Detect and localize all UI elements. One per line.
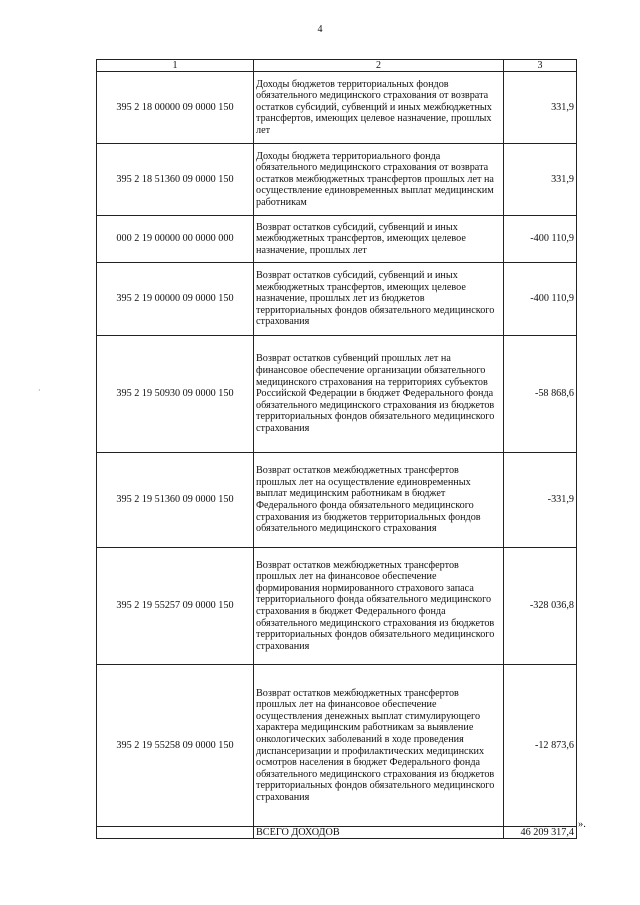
row-amount: 331,9 bbox=[504, 144, 577, 216]
table-row bbox=[97, 665, 577, 827]
row-code: 000 2 19 00000 00 0000 000 bbox=[97, 216, 254, 263]
total-amount: 46 209 317,4 bbox=[504, 827, 577, 839]
row-description: Возврат остатков межбюджетных трансфертов прошлых лет на осуществление единовременных выплат медицинским работникам в бюджет Федерального фонда обязательного медицинского страхования из бюджетов территориальных фондов обязательного медицинского страхования bbox=[254, 453, 504, 548]
row-code: 395 2 19 50930 09 0000 150 bbox=[97, 336, 254, 453]
table-row bbox=[97, 263, 577, 336]
table-row bbox=[97, 216, 577, 263]
row-amount: -400 110,9 bbox=[504, 216, 577, 263]
row-description: Возврат остатков межбюджетных трансфертов прошлых лет на финансовое обеспечение осуществления денежных выплат стимулирующего характера медицинским работникам за выявление онкологических заболеваний в ходе проведения диспансеризации и профилактических медицинских осмотров населения в бюджет Федерального фонда обязательного медицинского страхования из бюджетов территориальных фондов обязательного медицинского страхования bbox=[254, 665, 504, 827]
row-amount: -331,9 bbox=[504, 453, 577, 548]
row-amount: -12 873,6 bbox=[504, 665, 577, 827]
total-label: ВСЕГО ДОХОДОВ bbox=[254, 827, 504, 839]
row-amount: -400 110,9 bbox=[504, 263, 577, 336]
row-description: Доходы бюджетов территориальных фондов обязательного медицинского страхования от возврата остатков субсидий, субвенций и иных межбюджетных трансфертов, имеющих целевое назначение, прошлых лет bbox=[254, 72, 504, 144]
table-row bbox=[97, 72, 577, 144]
row-code: 395 2 19 55257 09 0000 150 bbox=[97, 548, 254, 665]
revenue-table bbox=[96, 59, 577, 839]
row-description: Возврат остатков субсидий, субвенций и иных межбюджетных трансфертов, имеющих целевое назначение, прошлых лет из бюджетов территориальных фондов обязательного медицинского страхования bbox=[254, 263, 504, 336]
total-row bbox=[97, 827, 577, 839]
column-number-row bbox=[97, 60, 577, 72]
row-description: Доходы бюджета территориального фонда обязательного медицинского страхования от возврата остатков межбюджетных трансфертов прошлых лет на осуществление единовременных выплат медицинским работникам bbox=[254, 144, 504, 216]
table-row bbox=[97, 336, 577, 453]
row-code: 395 2 19 00000 09 0000 150 bbox=[97, 263, 254, 336]
row-code: 395 2 18 51360 09 0000 150 bbox=[97, 144, 254, 216]
column-number-3: 3 bbox=[504, 60, 577, 72]
column-number-1: 1 bbox=[97, 60, 254, 72]
row-code: 395 2 19 51360 09 0000 150 bbox=[97, 453, 254, 548]
row-code: 395 2 18 00000 09 0000 150 bbox=[97, 72, 254, 144]
table-row bbox=[97, 144, 577, 216]
total-code bbox=[97, 827, 254, 839]
table-row bbox=[97, 548, 577, 665]
row-amount: -328 036,8 bbox=[504, 548, 577, 665]
row-description: Возврат остатков субвенций прошлых лет на финансовое обеспечение организации обязательного медицинского страхования на территориях субъектов Российской Федерации в бюджет Федерального фонда обязательного медицинского страхования из бюджетов территориальных фондов обязательного медицинского страхования bbox=[254, 336, 504, 453]
row-code: 395 2 19 55258 09 0000 150 bbox=[97, 665, 254, 827]
table-row bbox=[97, 453, 577, 548]
row-amount: -58 868,6 bbox=[504, 336, 577, 453]
row-amount: 331,9 bbox=[504, 72, 577, 144]
page-number: 4 bbox=[317, 24, 323, 35]
margin-mark: · bbox=[38, 386, 41, 395]
column-number-2: 2 bbox=[254, 60, 504, 72]
row-description: Возврат остатков межбюджетных трансфертов прошлых лет на финансовое обеспечение формирования нормированного страхового запаса территориального фонда обязательного медицинского страхования в бюджет Федерального фонда обязательного медицинского страхования из бюджетов территориальных фондов обязательного медицинского страхования bbox=[254, 548, 504, 665]
row-description: Возврат остатков субсидий, субвенций и иных межбюджетных трансфертов, имеющих целевое назначение, прошлых лет bbox=[254, 216, 504, 263]
closing-quote-mark: ». bbox=[578, 819, 586, 830]
